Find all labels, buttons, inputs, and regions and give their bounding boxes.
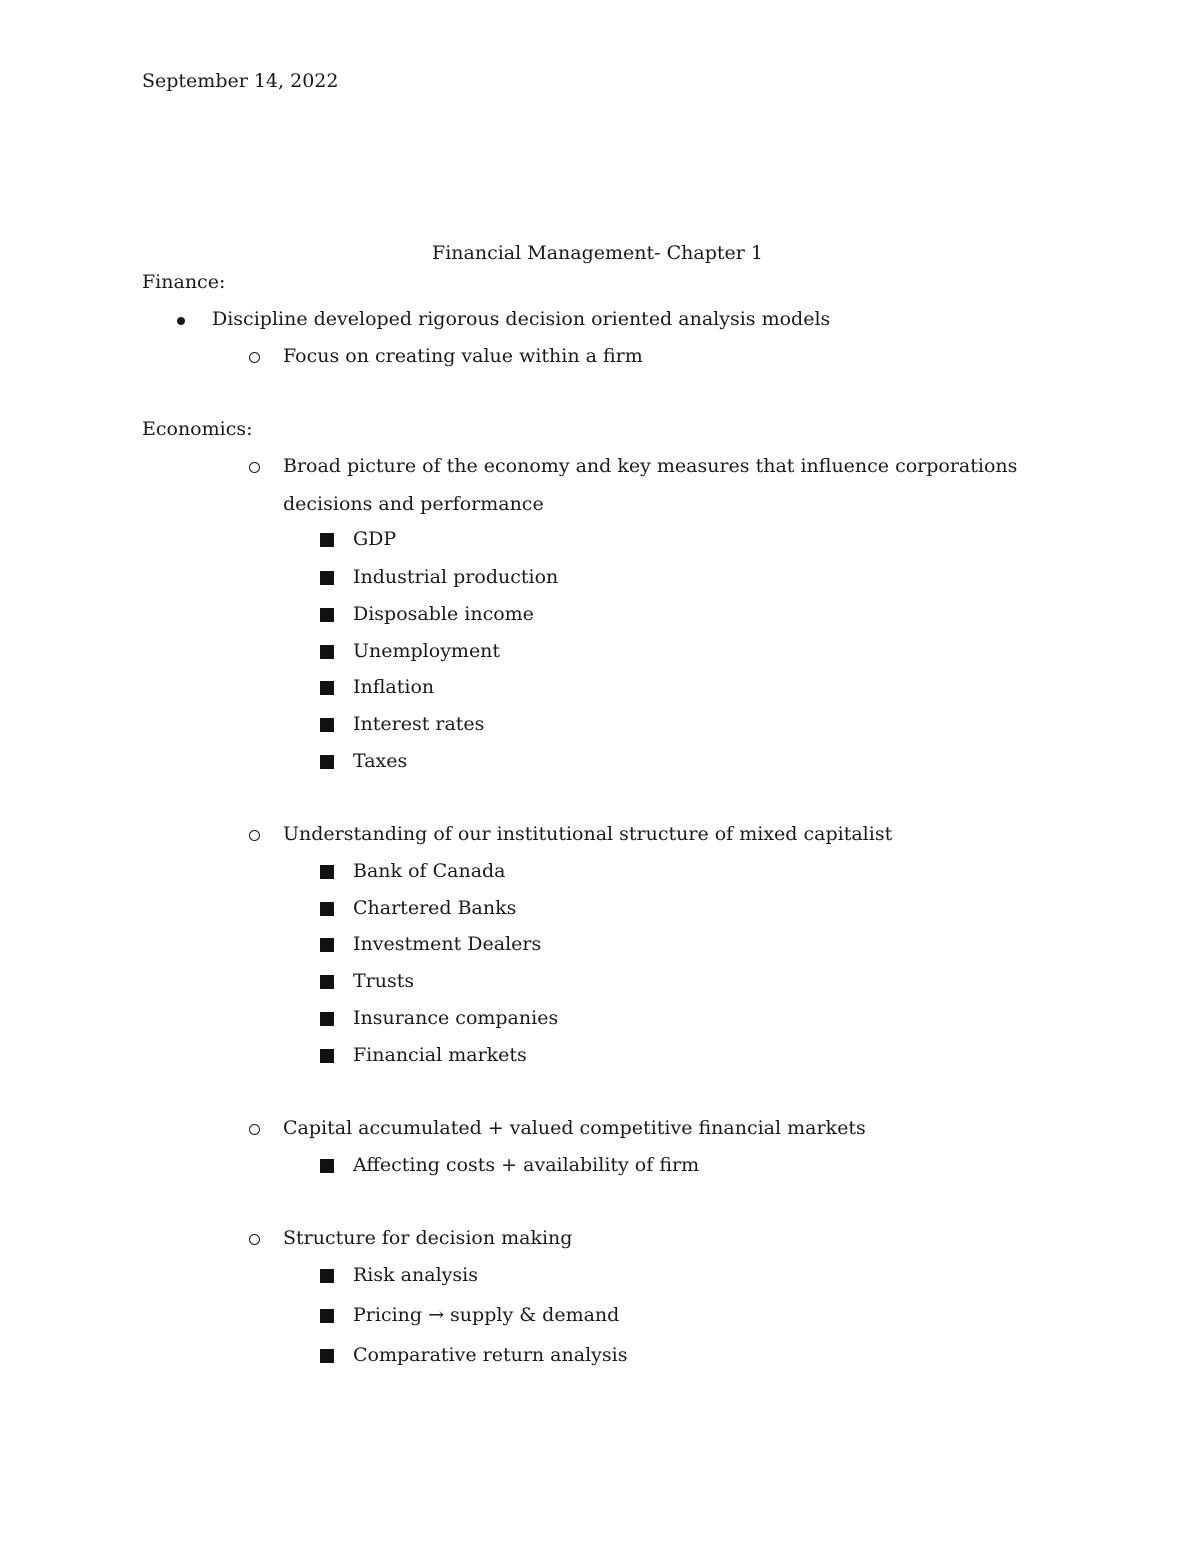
bullet-square-icon: [320, 718, 334, 732]
list-item: [353, 1266, 478, 1285]
list-item: [353, 1009, 558, 1028]
list-item: [283, 825, 892, 844]
list-item-text: GDP: [353, 528, 397, 550]
bullet-square-icon: [320, 755, 334, 769]
list-item: [353, 605, 534, 624]
list-item: [353, 1046, 527, 1065]
bullet-square-icon: [320, 571, 334, 585]
list-item: [353, 862, 506, 881]
list-item: [353, 752, 407, 771]
list-item: [283, 1229, 572, 1248]
document-date: September 14, 2022: [142, 70, 339, 92]
bullet-square-icon: [320, 608, 334, 622]
list-item-text: Industrial production: [353, 566, 559, 588]
bullet-square-icon: [320, 1269, 334, 1283]
list-item: [353, 899, 516, 918]
list-item: [353, 530, 396, 549]
list-item-text: Inflation: [353, 676, 435, 698]
list-item-text: Structure for decision making: [283, 1227, 573, 1249]
bullet-square-icon: [320, 645, 334, 659]
bullet-square-icon: [320, 1012, 334, 1026]
list-item: [353, 972, 414, 991]
bullet-square-icon: [320, 1349, 334, 1363]
bullet-circle-icon: [249, 352, 260, 363]
bullet-circle-icon: [249, 1234, 260, 1245]
list-item-text: Bank of Canada: [353, 860, 506, 882]
list-item-text: Insurance companies: [353, 1007, 559, 1029]
list-item-text: Trusts: [353, 970, 415, 992]
list-item: [353, 678, 434, 697]
list-item-text: Unemployment: [353, 640, 501, 662]
list-item: [283, 1119, 866, 1138]
list-item: [353, 1306, 619, 1325]
list-item-text: Capital accumulated + valued competitive financial markets: [283, 1117, 866, 1139]
list-item: [283, 347, 643, 366]
finance-heading: Finance:: [142, 271, 226, 293]
list-item: [353, 715, 484, 734]
list-item-text: Broad picture of the economy and key measures that influence corporations: [283, 455, 1018, 477]
economics-heading: Economics:: [142, 418, 253, 440]
list-item-text: Investment Dealers: [353, 933, 542, 955]
bullet-dot-icon: [177, 317, 185, 325]
bullet-square-icon: [320, 865, 334, 879]
bullet-circle-icon: [249, 830, 260, 841]
list-item-text: decisions and performance: [283, 493, 544, 515]
list-item: [353, 1156, 699, 1175]
list-item-text: Focus on creating value within a firm: [283, 345, 643, 367]
list-item: [353, 642, 500, 661]
list-item-text: Comparative return analysis: [353, 1344, 628, 1366]
list-item-text: Financial markets: [353, 1044, 527, 1066]
list-item: [353, 1346, 627, 1365]
list-item-text: Affecting costs + availability of firm: [353, 1154, 700, 1176]
bullet-square-icon: [320, 1309, 334, 1323]
bullet-square-icon: [320, 1159, 334, 1173]
list-item-text: Discipline developed rigorous decision oriented analysis models: [212, 308, 831, 330]
bullet-square-icon: [320, 902, 334, 916]
list-item-text: Disposable income: [353, 603, 534, 625]
document-title: Financial Management- Chapter 1: [432, 242, 763, 264]
bullet-square-icon: [320, 975, 334, 989]
list-item-text: Risk analysis: [353, 1264, 478, 1286]
list-item: [353, 935, 541, 954]
bullet-circle-icon: [249, 1124, 260, 1135]
list-item: [283, 457, 1017, 476]
list-item: [212, 310, 830, 329]
list-item-text: Pricing → supply & demand: [353, 1304, 620, 1326]
list-item-text: Interest rates: [353, 713, 485, 735]
bullet-square-icon: [320, 533, 334, 547]
bullet-square-icon: [320, 938, 334, 952]
bullet-square-icon: [320, 681, 334, 695]
bullet-square-icon: [320, 1049, 334, 1063]
list-item-text: Understanding of our institutional structure of mixed capitalist: [283, 823, 893, 845]
list-item-continuation: [283, 495, 544, 514]
list-item-text: Chartered Banks: [353, 897, 517, 919]
bullet-circle-icon: [249, 462, 260, 473]
list-item: [353, 568, 558, 587]
list-item-text: Taxes: [353, 750, 408, 772]
